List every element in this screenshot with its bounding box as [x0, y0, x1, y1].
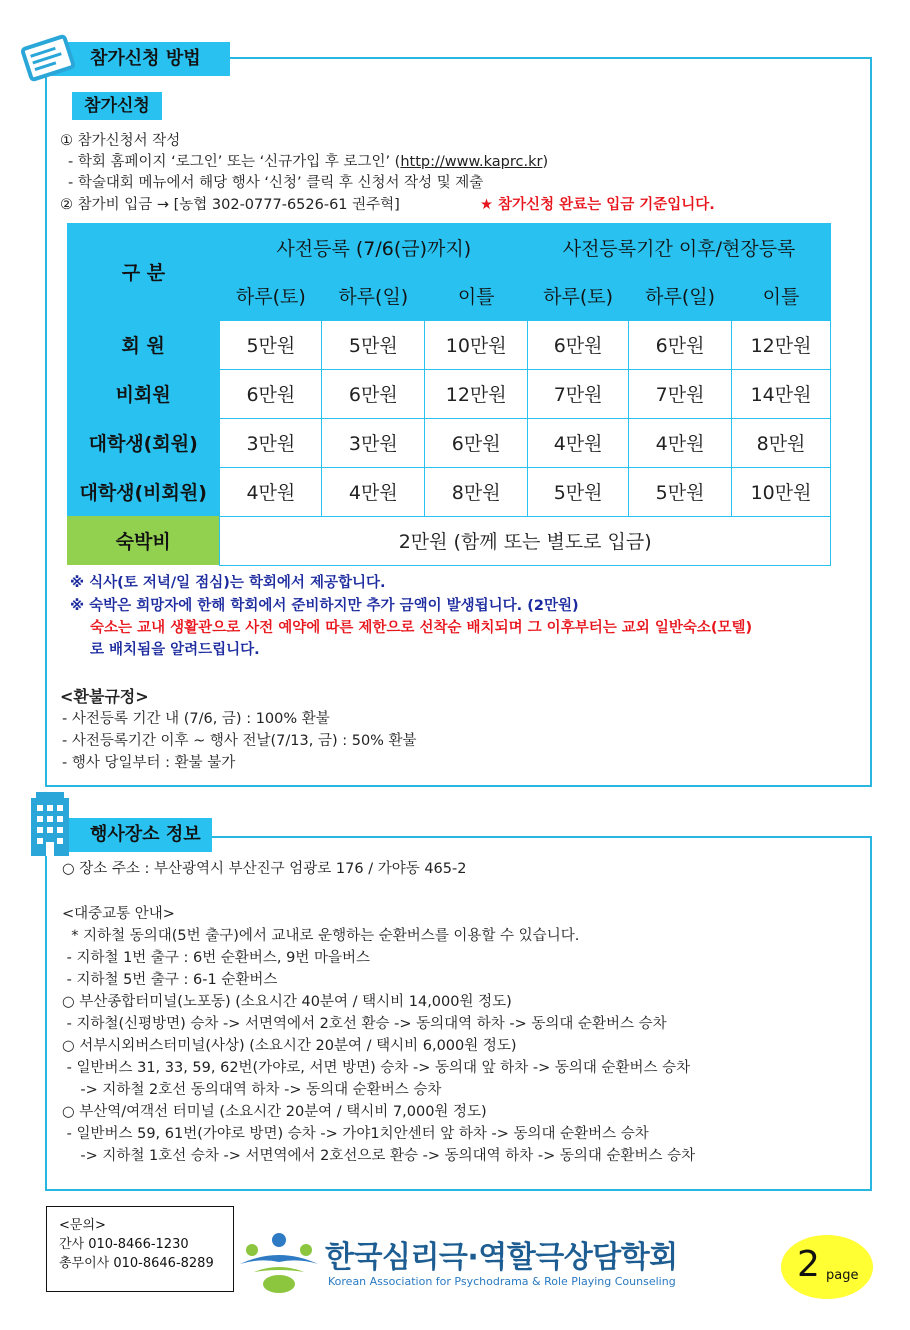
fee-cell: 5만원 [528, 467, 629, 516]
venue-line: - 지하철 5번 출구 : 6-1 순환버스 [62, 972, 278, 988]
venue-line: ○ 서부시외버스터미널(사상) (소요시간 20분여 / 택시비 6,000원 정도) [62, 1038, 517, 1054]
lodging-value: 2만원 (함께 또는 별도로 입금) [220, 516, 831, 565]
fee-cell: 6만원 [220, 369, 322, 418]
table-row [67, 467, 831, 516]
lodging-detail-2: 로 배치됨을 알려드립니다. [90, 642, 260, 658]
venue-line: * 지하철 동의대(5번 출구)에서 교내로 운행하는 순환버스를 이용할 수 있습니다. [62, 928, 580, 944]
society-logo-icon [238, 1232, 320, 1294]
venue-line: - 일반버스 59, 61번(가야로 방면) 승차 -> 가야1치안센터 앞 하차 -> 동의대 순환버스 승차 [62, 1126, 649, 1142]
venue-line: ○ 부산종합터미널(노포동) (소요시간 40분여 / 택시비 14,000원 정도) [62, 994, 512, 1010]
table-row [67, 418, 831, 467]
fee-cell: 4만원 [220, 467, 322, 516]
fee-table [67, 223, 831, 566]
refund-item: - 행사 당일부터 : 환불 불가 [62, 755, 236, 771]
step1-text: ① 참가신청서 작성 [60, 133, 181, 149]
venue-line: - 일반버스 31, 33, 59, 62번(가야로, 서면 방면) 승차 -> 동의대 앞 하차 -> 동의대 순환버스 승차 [62, 1060, 691, 1076]
refund-item: - 사전등록 기간 내 (7/6, 금) : 100% 환불 [62, 711, 330, 727]
refund-title: <환불규정> [60, 687, 149, 706]
contact-line: 간사 010-8466-1230 [59, 1237, 189, 1252]
fee-cell: 5만원 [629, 467, 732, 516]
fee-cell: 6만원 [629, 320, 732, 369]
contact-title: <문의> [59, 1218, 106, 1233]
step1-line2: - 학술대회 메뉴에서 해당 행사 ‘신청’ 클릭 후 신청서 작성 및 제출 [68, 175, 484, 191]
venue-line: <대중교통 안내> [62, 906, 175, 922]
column-header: 하루(토) [528, 271, 629, 320]
page-badge [781, 1235, 873, 1299]
fee-cell: 12만원 [425, 369, 528, 418]
page-number: 2 [797, 1244, 820, 1285]
step1-line1-text: - 학회 홈페이지 ‘로그인’ 또는 ‘신규가입 후 로그인’ ( [68, 154, 401, 170]
page-label: page [826, 1268, 859, 1283]
fee-cell: 14만원 [732, 369, 831, 418]
fee-cell: 4만원 [528, 418, 629, 467]
fee-cell: 7만원 [629, 369, 732, 418]
venue-line: - 지하철(신평방면) 승차 -> 서면역에서 2호선 환승 -> 동의대역 하차 -> 동의대 순환버스 승차 [62, 1016, 667, 1032]
column-header: 이틀 [732, 271, 831, 320]
venue-section-title: 행사장소 정보 [44, 818, 212, 852]
venue-line: - 지하철 1번 출구 : 6번 순환버스, 9번 마을버스 [62, 950, 370, 966]
fee-cell: 6만원 [528, 320, 629, 369]
building-icon [28, 792, 72, 858]
table-row [67, 320, 831, 369]
row-header: 대학생(회원) [67, 418, 220, 467]
fee-cell: 3만원 [322, 418, 425, 467]
envelope-icon [18, 30, 78, 86]
lodging-label: 숙박비 [67, 516, 220, 565]
meal-note: ※ 식사(토 저녁/일 점심)는 학회에서 제공합니다. [70, 575, 386, 591]
group-header-early: 사전등록 (7/6(금)까지) [220, 223, 528, 271]
registration-subtitle: 참가신청 [72, 92, 162, 120]
fee-cell: 7만원 [528, 369, 629, 418]
contact-box [46, 1206, 234, 1292]
table-row [67, 369, 831, 418]
homepage-link[interactable]: http://www.kaprc.kr [400, 154, 543, 170]
venue-line: ○ 부산역/여객선 터미널 (소요시간 20분여 / 택시비 7,000원 정도) [62, 1104, 487, 1120]
column-header: 하루(일) [629, 271, 732, 320]
step1-line1-close: ) [542, 154, 549, 170]
venue-line: ○ 장소 주소 : 부산광역시 부산진구 엄광로 176 / 가야동 465-2 [62, 861, 467, 877]
fee-cell: 3만원 [220, 418, 322, 467]
venue-line: -> 지하철 1호선 승차 -> 서면역에서 2호선으로 환승 -> 동의대역 하차 -> 동의대 순환버스 승차 [62, 1148, 696, 1164]
venue-line: -> 지하철 2호선 동의대역 하차 -> 동의대 순환버스 승차 [62, 1082, 442, 1098]
fee-cell: 4만원 [629, 418, 732, 467]
table-corner-header: 구 분 [67, 223, 220, 320]
row-header: 비회원 [67, 369, 220, 418]
fee-cell: 5만원 [220, 320, 322, 369]
column-header: 하루(일) [322, 271, 425, 320]
row-header: 회 원 [67, 320, 220, 369]
fee-cell: 6만원 [425, 418, 528, 467]
fee-cell: 10만원 [425, 320, 528, 369]
fee-cell: 12만원 [732, 320, 831, 369]
fee-cell: 10만원 [732, 467, 831, 516]
society-name: 한국심리극·역할극상담학회 [325, 1240, 678, 1275]
fee-cell: 6만원 [322, 369, 425, 418]
row-header: 대학생(비회원) [67, 467, 220, 516]
fee-cell: 4만원 [322, 467, 425, 516]
refund-item: - 사전등록기간 이후 ~ 행사 전날(7/13, 금) : 50% 환불 [62, 733, 417, 749]
fee-cell: 5만원 [322, 320, 425, 369]
step2-text: ② 참가비 입금 → [농협 302-0777-6526-61 권주혁] [60, 197, 400, 213]
step1-line1 [68, 152, 548, 173]
lodging-row [67, 516, 831, 565]
fee-cell: 8만원 [732, 418, 831, 467]
registration-section-title: 참가신청 방법 [44, 42, 230, 76]
payment-notice: ★ 참가신청 완료는 입금 기준입니다. [480, 197, 715, 213]
column-header: 이틀 [425, 271, 528, 320]
column-header: 하루(토) [220, 271, 322, 320]
contact-line: 총무이사 010-8646-8289 [59, 1256, 214, 1271]
lodging-detail: 숙소는 교내 생활관으로 사전 예약에 따른 제한으로 선착순 배치되며 그 이후부터는 교외 일반숙소(모텔) [90, 620, 753, 636]
fee-cell: 8만원 [425, 467, 528, 516]
society-name-english: Korean Association for Psychodrama & Role Playing Counseling [328, 1275, 676, 1288]
group-header-late: 사전등록기간 이후/현장등록 [528, 223, 831, 271]
lodging-note: ※ 숙박은 희망자에 한해 학회에서 준비하지만 추가 금액이 발생됩니다. (2만원) [70, 598, 579, 614]
